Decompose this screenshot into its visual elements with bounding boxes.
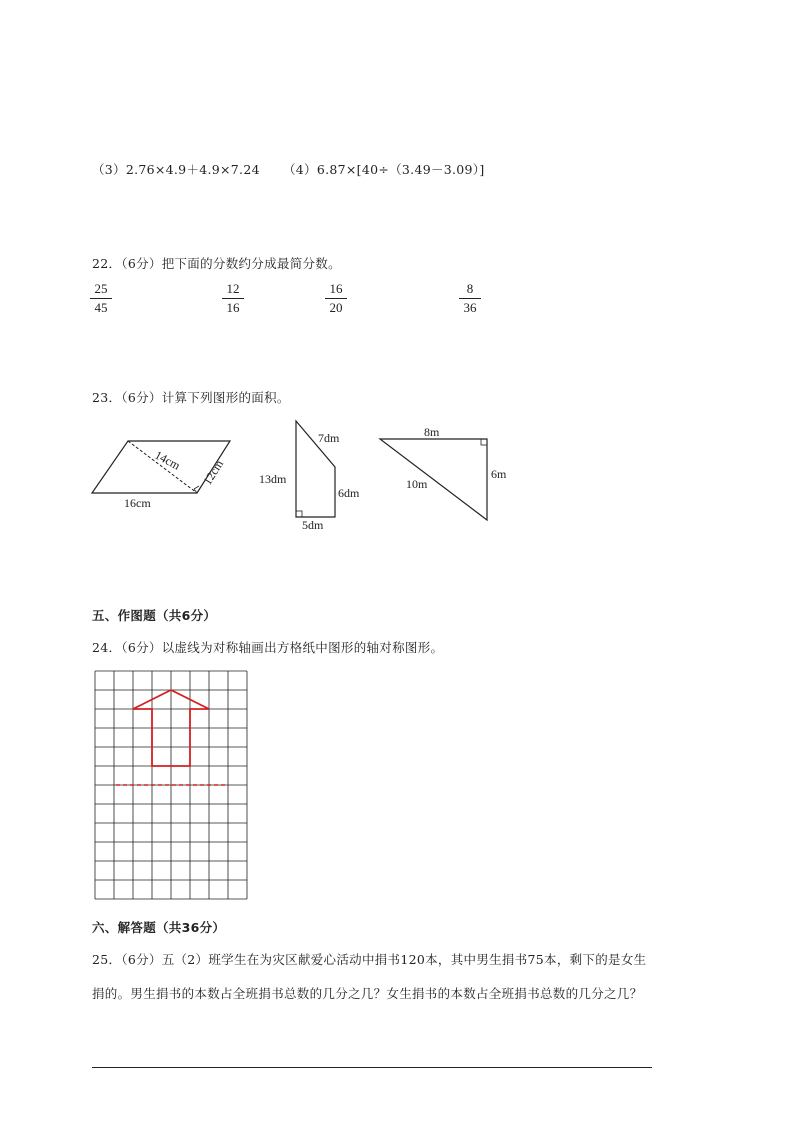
parallelogram-diagonal-label: 14cm	[152, 447, 183, 473]
fraction-4-denominator: 36	[463, 300, 477, 315]
q25-line-2: 捐的。男生捐书的本数占全班捐书总数的几分之几？女生捐书的本数占全班捐书总数的几分之几？	[92, 986, 643, 1001]
section-5-title: 五、作图题（共6分）	[92, 608, 217, 623]
q22-prompt: 22．（6分）把下面的分数约分成最简分数。	[92, 256, 341, 271]
q21-expression-3: （3）2.76×4.9＋4.9×7.24	[92, 162, 260, 177]
q23-prompt: 23．（6分）计算下列图形的面积。	[92, 390, 290, 405]
answer-line	[92, 1067, 652, 1068]
trapezoid-left-label: 13dm	[259, 472, 287, 486]
trapezoid-bottom-label: 5dm	[302, 518, 324, 532]
q25-line-1: 25．（6分）五（2）班学生在为灾区献爱心活动中捐书120本，其中男生捐书75本，剩下的是女生	[92, 952, 647, 967]
fraction-2-numerator: 12	[226, 281, 240, 296]
trapezoid-right-label: 6dm	[338, 486, 360, 500]
q24-prompt: 24．（6分）以虚线为对称轴画出方格纸中图形的轴对称图形。	[92, 640, 444, 655]
fraction-3-denominator: 20	[329, 300, 343, 315]
fraction-4-numerator: 8	[466, 281, 474, 296]
fraction-3-numerator: 16	[329, 281, 343, 296]
fraction-1-denominator: 45	[94, 300, 108, 315]
parallelogram-height-label: 12cm	[200, 457, 227, 488]
triangle-right-label: 6m	[491, 467, 507, 481]
triangle-hypotenuse-label: 10m	[406, 477, 428, 491]
trapezoid-top-label: 7dm	[318, 431, 340, 445]
fraction-1-numerator: 25	[94, 281, 108, 296]
triangle-top-label: 8m	[424, 425, 440, 439]
parallelogram-base-label: 16cm	[124, 496, 151, 510]
q21-expression-4: （4）6.87×[40÷（3.49－3.09）]	[283, 162, 485, 177]
fraction-2-denominator: 16	[226, 300, 240, 315]
section-6-title: 六、解答题（共36分）	[92, 920, 226, 935]
